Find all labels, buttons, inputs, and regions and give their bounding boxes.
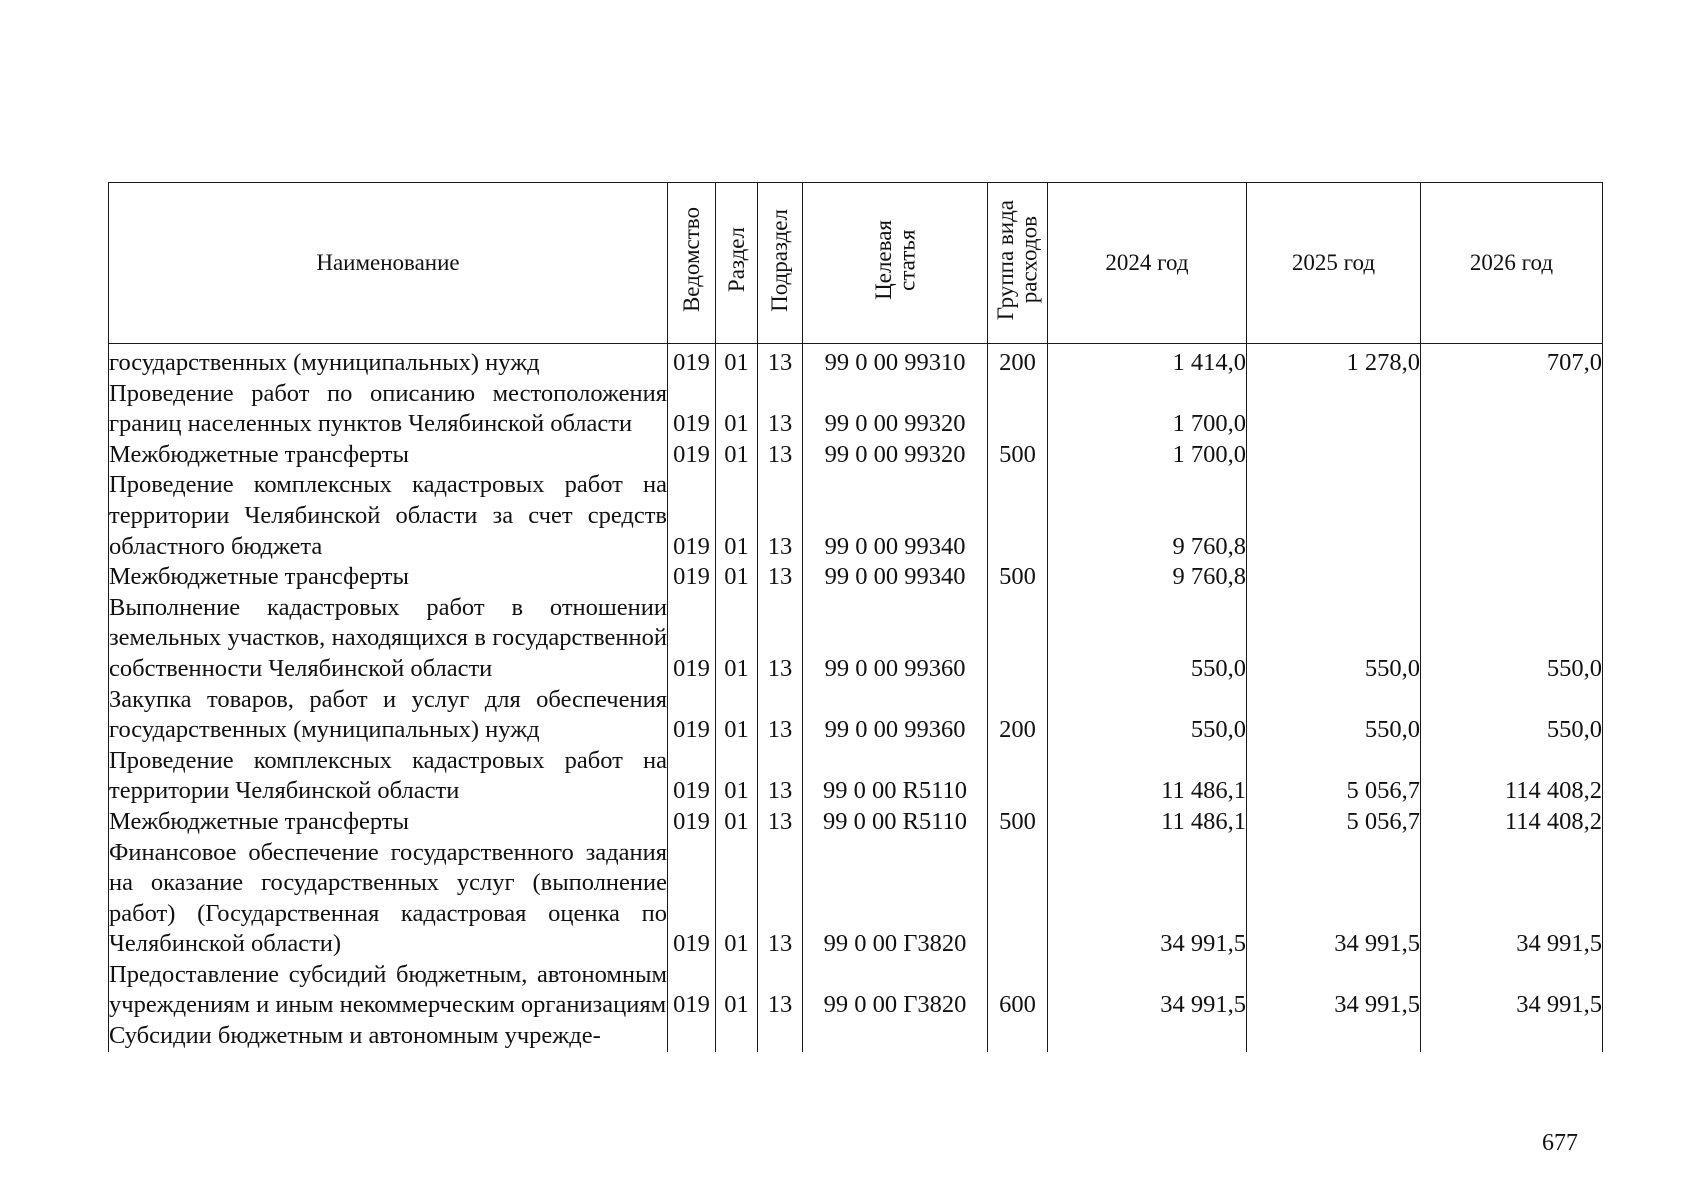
table-row <box>109 440 1603 471</box>
row-department: 019 <box>668 562 716 593</box>
row-amount-2025 <box>1247 379 1421 440</box>
row-section: 01 <box>716 593 758 685</box>
row-section: 01 <box>716 685 758 746</box>
row-expense-group <box>988 746 1048 807</box>
row-amount-2026 <box>1421 562 1603 593</box>
row-amount-2026: 550,0 <box>1421 685 1603 746</box>
row-section: 01 <box>716 440 758 471</box>
row-expense-group: 500 <box>988 562 1048 593</box>
row-amount-2024: 550,0 <box>1048 593 1247 685</box>
table-row <box>109 470 1603 562</box>
row-expense-group: 200 <box>988 685 1048 746</box>
table-row <box>109 960 1603 1021</box>
table-row-continued <box>109 1021 1603 1052</box>
row-name: Закупка товаров, работ и услуг для обеспечения государственных (муниципальных) нужд <box>109 685 668 746</box>
row-amount-2026: 550,0 <box>1421 593 1603 685</box>
row-amount-2025 <box>1247 562 1421 593</box>
row-name: Проведение работ по описанию местоположения границ населенных пунктов Челябинской области <box>109 379 668 440</box>
row-section: 01 <box>716 960 758 1021</box>
table-row <box>109 838 1603 960</box>
row-target-article: 99 0 00 99320 <box>803 379 988 440</box>
row-department: 019 <box>668 440 716 471</box>
row-amount-2024: 9 760,8 <box>1048 562 1247 593</box>
row-section: 01 <box>716 562 758 593</box>
row-department-empty <box>668 1021 716 1052</box>
row-amount-2026: 34 991,5 <box>1421 960 1603 1021</box>
table-row <box>109 562 1603 593</box>
row-department: 019 <box>668 379 716 440</box>
row-amount-2024: 1 700,0 <box>1048 440 1247 471</box>
row-target-article: 99 0 00 Г3820 <box>803 838 988 960</box>
row-department: 019 <box>668 685 716 746</box>
row-name: Проведение комплексных кадастровых работ на территории Челябинской области <box>109 746 668 807</box>
table-row <box>109 379 1603 440</box>
row-amount-2026: 34 991,5 <box>1421 838 1603 960</box>
row-section: 01 <box>716 344 758 379</box>
row-section: 01 <box>716 838 758 960</box>
row-subsection: 13 <box>758 807 803 838</box>
row-target-article: 99 0 00 R5110 <box>803 746 988 807</box>
row-amount-2024-empty <box>1048 1021 1247 1052</box>
row-name-continued: Субсидии бюджетным и автономным учрежде- <box>109 1021 668 1052</box>
row-target-article: 99 0 00 99360 <box>803 593 988 685</box>
row-expense-group <box>988 379 1048 440</box>
row-subsection: 13 <box>758 960 803 1021</box>
row-amount-2025: 5 056,7 <box>1247 807 1421 838</box>
table-row <box>109 746 1603 807</box>
row-target-article: 99 0 00 99360 <box>803 685 988 746</box>
row-target-article: 99 0 00 99340 <box>803 562 988 593</box>
row-subsection: 13 <box>758 838 803 960</box>
row-name: Предоставление субсидий бюджетным, автономным учреждениям и иным некоммерческим организациям <box>109 960 668 1021</box>
row-section-empty <box>716 1021 758 1052</box>
table-row <box>109 593 1603 685</box>
row-expense-group: 600 <box>988 960 1048 1021</box>
row-amount-2024: 9 760,8 <box>1048 470 1247 562</box>
row-section: 01 <box>716 746 758 807</box>
row-name: Межбюджетные трансферты <box>109 807 668 838</box>
row-name: Межбюджетные трансферты <box>109 562 668 593</box>
row-amount-2026: 114 408,2 <box>1421 746 1603 807</box>
row-subsection: 13 <box>758 562 803 593</box>
row-subsection: 13 <box>758 344 803 379</box>
header-department: Ведомство <box>668 183 716 344</box>
row-department: 019 <box>668 960 716 1021</box>
row-department: 019 <box>668 807 716 838</box>
row-target-article: 99 0 00 99310 <box>803 344 988 379</box>
row-amount-2024: 1 414,0 <box>1048 344 1247 379</box>
row-amount-2026 <box>1421 379 1603 440</box>
row-name: Проведение комплексных кадастровых работ на территории Челябинской области за счет средств областного бюджета <box>109 470 668 562</box>
row-name: государственных (муниципальных) нужд <box>109 344 668 379</box>
header-section: Раздел <box>716 183 758 344</box>
row-name: Межбюджетные трансферты <box>109 440 668 471</box>
row-subsection: 13 <box>758 685 803 746</box>
row-department: 019 <box>668 344 716 379</box>
row-department: 019 <box>668 838 716 960</box>
header-year-2024: 2024 год <box>1048 183 1247 344</box>
row-amount-2025: 550,0 <box>1247 685 1421 746</box>
row-amount-2024: 11 486,1 <box>1048 807 1247 838</box>
row-amount-2024: 11 486,1 <box>1048 746 1247 807</box>
row-section: 01 <box>716 807 758 838</box>
row-amount-2025: 550,0 <box>1247 593 1421 685</box>
row-expense-group <box>988 593 1048 685</box>
row-department: 019 <box>668 746 716 807</box>
row-section: 01 <box>716 379 758 440</box>
row-expense-group <box>988 470 1048 562</box>
row-amount-2024: 550,0 <box>1048 685 1247 746</box>
row-amount-2024: 34 991,5 <box>1048 838 1247 960</box>
row-target-article: 99 0 00 Г3820 <box>803 960 988 1021</box>
row-amount-2026-empty <box>1421 1021 1603 1052</box>
row-name: Финансовое обеспечение государственного задания на оказание государственных услуг (выполнение работ) (Государственная кадастровая оценка по Челябинской области) <box>109 838 668 960</box>
row-amount-2026: 707,0 <box>1421 344 1603 379</box>
row-amount-2025 <box>1247 440 1421 471</box>
row-amount-2025: 34 991,5 <box>1247 838 1421 960</box>
row-expense-group: 500 <box>988 440 1048 471</box>
row-amount-2026 <box>1421 470 1603 562</box>
table-row <box>109 685 1603 746</box>
row-amount-2025 <box>1247 470 1421 562</box>
row-expense-group <box>988 838 1048 960</box>
row-amount-2024: 1 700,0 <box>1048 379 1247 440</box>
header-expense-group: Группа вида расходов <box>988 183 1048 344</box>
table-header-row <box>109 183 1603 344</box>
header-year-2025: 2025 год <box>1247 183 1421 344</box>
header-name: Наименование <box>109 183 668 344</box>
row-expense-group: 500 <box>988 807 1048 838</box>
row-subsection: 13 <box>758 440 803 471</box>
header-subsection: Подраздел <box>758 183 803 344</box>
header-year-2026: 2026 год <box>1421 183 1603 344</box>
row-target-article: 99 0 00 99320 <box>803 440 988 471</box>
row-name: Выполнение кадастровых работ в отношении земельных участков, находящихся в государственной собственности Челябинской области <box>109 593 668 685</box>
table-body <box>109 344 1603 1052</box>
row-subsection: 13 <box>758 379 803 440</box>
row-section: 01 <box>716 470 758 562</box>
row-department: 019 <box>668 470 716 562</box>
row-amount-2025: 1 278,0 <box>1247 344 1421 379</box>
row-expense-group: 200 <box>988 344 1048 379</box>
row-target-article: 99 0 00 99340 <box>803 470 988 562</box>
page-number: 677 <box>1542 1130 1578 1156</box>
row-subsection: 13 <box>758 746 803 807</box>
row-amount-2025: 5 056,7 <box>1247 746 1421 807</box>
row-amount-2026 <box>1421 440 1603 471</box>
row-amount-2025: 34 991,5 <box>1247 960 1421 1021</box>
row-amount-2024: 34 991,5 <box>1048 960 1247 1021</box>
table-row <box>109 344 1603 379</box>
header-target-article: Целевая статья <box>803 183 988 344</box>
row-amount-2026: 114 408,2 <box>1421 807 1603 838</box>
row-subsection: 13 <box>758 470 803 562</box>
row-expense-group-empty <box>988 1021 1048 1052</box>
budget-table <box>108 182 1603 1052</box>
row-department: 019 <box>668 593 716 685</box>
row-subsection: 13 <box>758 593 803 685</box>
row-amount-2025-empty <box>1247 1021 1421 1052</box>
row-target-article: 99 0 00 R5110 <box>803 807 988 838</box>
table-row <box>109 807 1603 838</box>
row-target-article-empty <box>803 1021 988 1052</box>
row-subsection-empty <box>758 1021 803 1052</box>
